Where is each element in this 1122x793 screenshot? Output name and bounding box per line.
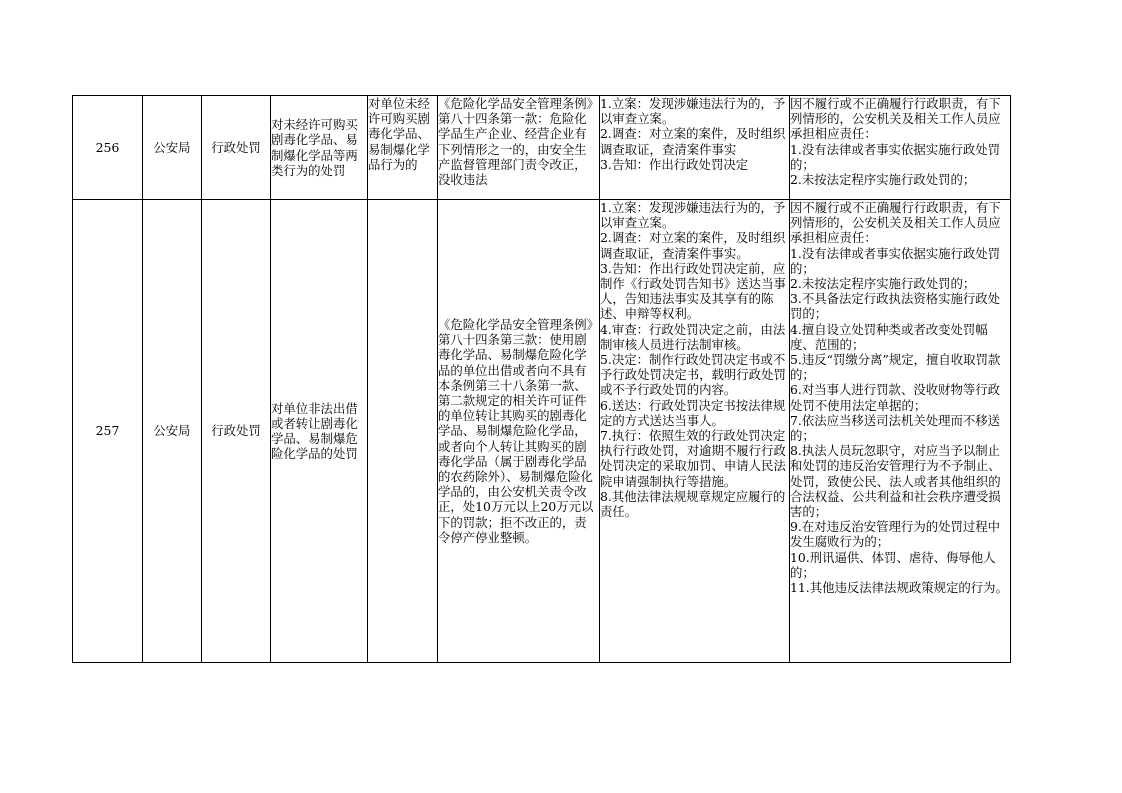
procedure-step: 8.其他法律法规规章规定应履行的责任。 [600, 488, 786, 520]
responsibility-item: 10.刑讯逼供、体罚、虐待、侮辱他人的； [790, 549, 996, 580]
department-cell: 公安局 [143, 96, 202, 200]
row-number: 257 [73, 200, 143, 663]
row-number: 256 [73, 96, 143, 200]
category-cell: 行政处罚 [202, 96, 271, 200]
procedure-step: 1.立案：发现涉嫌违法行为的，予以审查立案。 [600, 200, 786, 231]
procedure-step: 3.告知：作出行政处罚决定 [600, 156, 749, 172]
item-name-cell: 对单位非法出借或者转让剧毒化学品、易制爆危险化学品的处罚 [271, 200, 368, 663]
sub-item-cell [368, 96, 438, 200]
legal-basis-cell: 《危险化学品安全管理条例》第八十四条第三款：使用剧毒化学品、易制爆危险化学品的单位出借或者向不具有本条例第三十八条第一款、第二款规定的相关许可证件的单位转让其购买的剧毒化学品、易制爆危险化学品，或者向个人转让其购买的剧毒化学品（属于剧毒化学品的农药除外）、易制爆危险化学品的，由公安机关责令改正，处10万元以上20万元以下的罚款；拒不改正的，责令停产停业整顿。 [438, 200, 600, 663]
responsibility-item: 7.依法应当移送司法机关处理而不移送的； [790, 412, 1001, 444]
table-row [73, 200, 1011, 663]
responsibility-item: 因不履行或不正确履行行政职责，有下列情形的，公安机关及相关工作人员应承担相应责任： [790, 96, 1001, 142]
legal-basis-text: 《危险化学品安全管理条例》第八十四条第一款：危险化学品生产企业、经营企业有下列情形之一的，由安全生产监督管理部门责令改正，没收违法 [438, 96, 593, 188]
responsibility-item: 1.没有法律或者事实依据实施行政处罚的； [790, 141, 1001, 172]
procedure-step: 2.调查：对立案的案件，及时组织调查取证，查清案件事实。 [600, 230, 786, 261]
responsibility-cell [790, 200, 1011, 663]
procedure-step: 6.送达：行政处罚决定书按法律规定的方式送达当事人。 [600, 397, 786, 428]
procedure-step: 3.告知：作出行政处罚决定前，应制作《行政处罚告知书》送达当事人，告知违法事实及其享有的陈述、申辩等权利。 [600, 260, 786, 322]
sub-item-cell [368, 200, 438, 663]
legal-basis-cell [438, 96, 600, 200]
item-name-cell: 对未经许可购买剧毒化学品、易制爆化学品等两类行为的处罚 [271, 96, 368, 200]
responsibility-item: 2.未按法定程序实施行政处罚的； [790, 276, 976, 292]
department-cell: 公安局 [143, 200, 202, 663]
procedure-cell [600, 96, 790, 200]
responsibility-item: 8.执法人员玩忽职守，对应当予以制止和处罚的违反治安管理行为不予制止、处罚，致使公民、法人或者其他组织的合法权益、公共利益和社会秩序遭受损害的； [790, 443, 1001, 520]
procedure-cell [600, 200, 790, 663]
responsibility-item: 1.没有法律或者事实依据实施行政处罚的； [790, 245, 1001, 276]
responsibility-item: 11.其他违反法律法规政策规定的行为。 [790, 580, 1008, 596]
responsibility-item: 9.在对违反治安管理行为的处罚过程中发生腐败行为的； [790, 519, 1001, 550]
sub-item-text: 对单位未经许可购买剧毒化学品、易制爆化学品行为的 [368, 96, 430, 172]
power-list-table [72, 95, 1011, 663]
procedure-step: 1.立案：发现涉嫌违法行为的，予以审查立案。 [600, 96, 786, 127]
responsibility-item: 5.违反“罚缴分离”规定，擅自收取罚款的； [790, 352, 1001, 383]
procedure-step: 5.决定：制作行政处罚决定书或不予行政处罚决定书，载明行政处罚或不予行政处罚的内容。 [600, 352, 786, 398]
responsibility-item: 3.不具备法定行政执法资格实施行政处罚的； [790, 291, 1001, 322]
responsibility-cell [790, 96, 1011, 200]
procedure-step: 7.执行：依照生效的行政处罚决定执行行政处罚，对逾期不履行行政处罚决定的采取加罚、申请人民法院申请强制执行等措施。 [600, 428, 786, 489]
responsibility-item: 4.擅自设立处罚种类或者改变处罚幅度、范围的； [790, 321, 988, 352]
category-cell: 行政处罚 [202, 200, 271, 663]
procedure-step: 2.调查：对立案的案件，及时组织调查取证，查清案件事实 [600, 126, 786, 157]
responsibility-item: 2.未按法定程序实施行政处罚的； [790, 172, 976, 188]
procedure-step: 4.审查：行政处罚决定之前，由法制审核人员进行法制审核。 [600, 321, 786, 352]
table-row [73, 96, 1011, 200]
responsibility-item: 因不履行或不正确履行行政职责，有下列情形的，公安机关及相关工作人员应承担相应责任： [790, 200, 1001, 246]
responsibility-item: 6.对当事人进行罚款、没收财物等行政处罚不使用法定单据的； [790, 382, 1001, 413]
